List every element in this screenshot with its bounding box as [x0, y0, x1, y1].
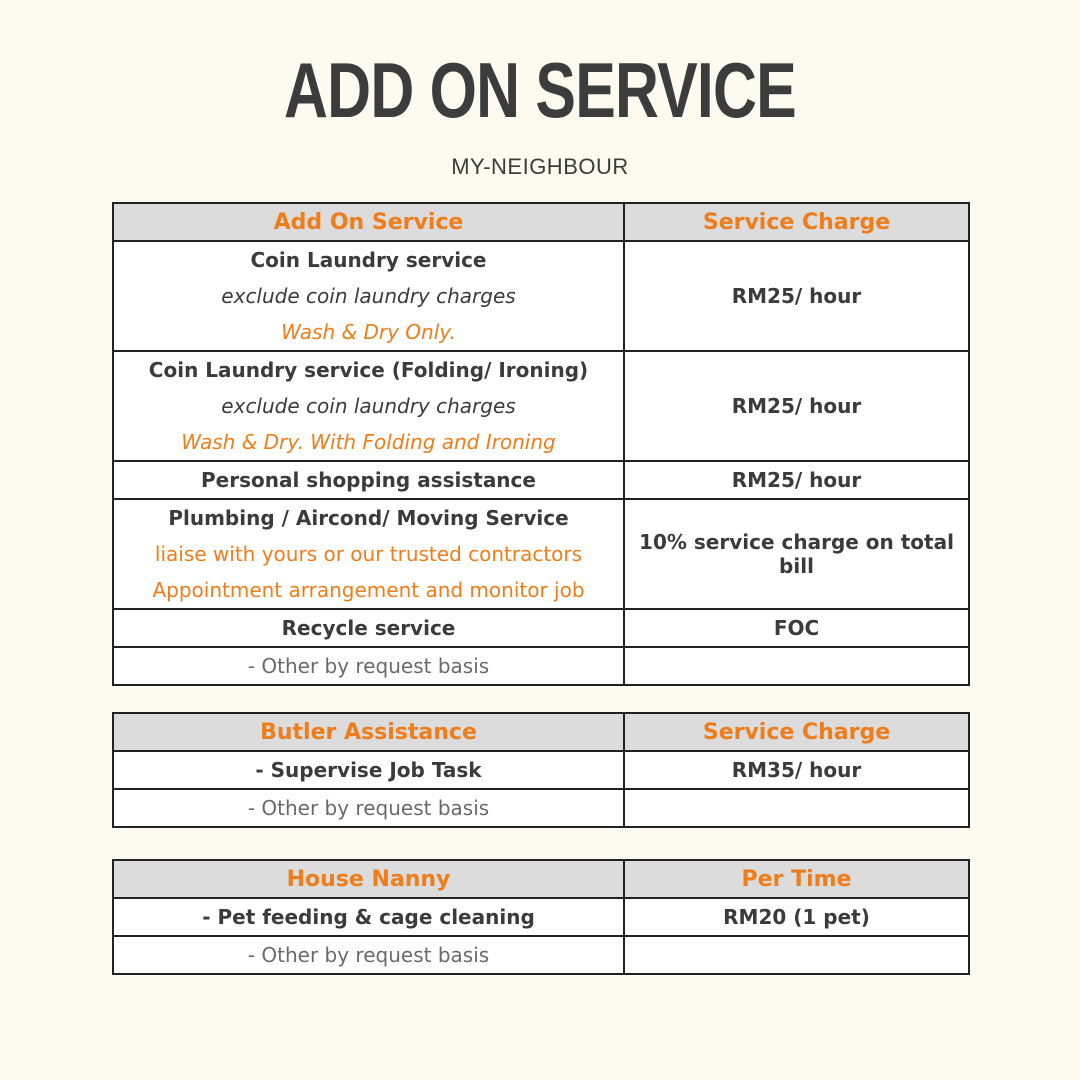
service-cell [113, 647, 624, 685]
charge-cell: FOC [624, 609, 969, 647]
service-cell [113, 461, 624, 499]
table-row [113, 751, 969, 789]
table-row [113, 241, 969, 351]
service-name: - Pet feeding & cage cleaning [202, 905, 535, 929]
service-cell [113, 241, 624, 351]
table-header-row [113, 203, 969, 241]
service-note: exclude coin laundry charges [221, 394, 516, 418]
service-note: Wash & Dry. With Folding and Ironing [181, 430, 556, 454]
charge-cell: RM25/ hour [624, 461, 969, 499]
table-row [113, 936, 969, 974]
service-cell [113, 936, 624, 974]
charge-cell: RM35/ hour [624, 751, 969, 789]
charge-cell [624, 789, 969, 827]
charge-cell: RM20 (1 pet) [624, 898, 969, 936]
service-name: Coin Laundry service (Folding/ Ironing) [148, 358, 589, 382]
table-row [113, 499, 969, 609]
butler-assistance-table [112, 712, 970, 828]
table-header-row [113, 713, 969, 751]
add-on-service-table [112, 202, 970, 686]
service-name: Coin Laundry service [250, 248, 487, 272]
table-row [113, 789, 969, 827]
charge-cell [624, 647, 969, 685]
page-title: ADD ON SERVICE [284, 46, 796, 134]
header-add-on-service: Add On Service [113, 203, 624, 241]
service-note: Wash & Dry Only. [281, 320, 456, 344]
service-name: Recycle service [281, 616, 456, 640]
charge-cell: RM25/ hour [624, 351, 969, 461]
table-row [113, 647, 969, 685]
table-row [113, 461, 969, 499]
header-house-nanny: House Nanny [113, 860, 624, 898]
table-header-row [113, 860, 969, 898]
service-note: liaise with yours or our trusted contractors [154, 542, 583, 566]
service-name: - Other by request basis [247, 943, 490, 967]
service-note: exclude coin laundry charges [221, 284, 516, 308]
service-name: Personal shopping assistance [201, 468, 536, 492]
service-cell [113, 898, 624, 936]
charge-cell: 10% service charge on total bill [624, 499, 969, 609]
house-nanny-table [112, 859, 970, 975]
service-name: Plumbing / Aircond/ Moving Service [168, 506, 569, 530]
service-name: - Other by request basis [247, 796, 490, 820]
header-service-charge: Service Charge [624, 713, 969, 751]
charge-cell: RM25/ hour [624, 241, 969, 351]
service-note: Appointment arrangement and monitor job [152, 578, 585, 602]
service-cell [113, 751, 624, 789]
service-cell [113, 499, 624, 609]
service-cell [113, 789, 624, 827]
table-row [113, 609, 969, 647]
table-row [113, 351, 969, 461]
header-per-time: Per Time [624, 860, 969, 898]
service-name: - Supervise Job Task [255, 758, 482, 782]
service-name: - Other by request basis [247, 654, 490, 678]
service-cell [113, 609, 624, 647]
header-butler-assistance: Butler Assistance [113, 713, 624, 751]
brand-subtitle: MY-NEIGHBOUR [451, 154, 629, 179]
header-service-charge: Service Charge [624, 203, 969, 241]
service-cell [113, 351, 624, 461]
charge-cell [624, 936, 969, 974]
table-row [113, 898, 969, 936]
